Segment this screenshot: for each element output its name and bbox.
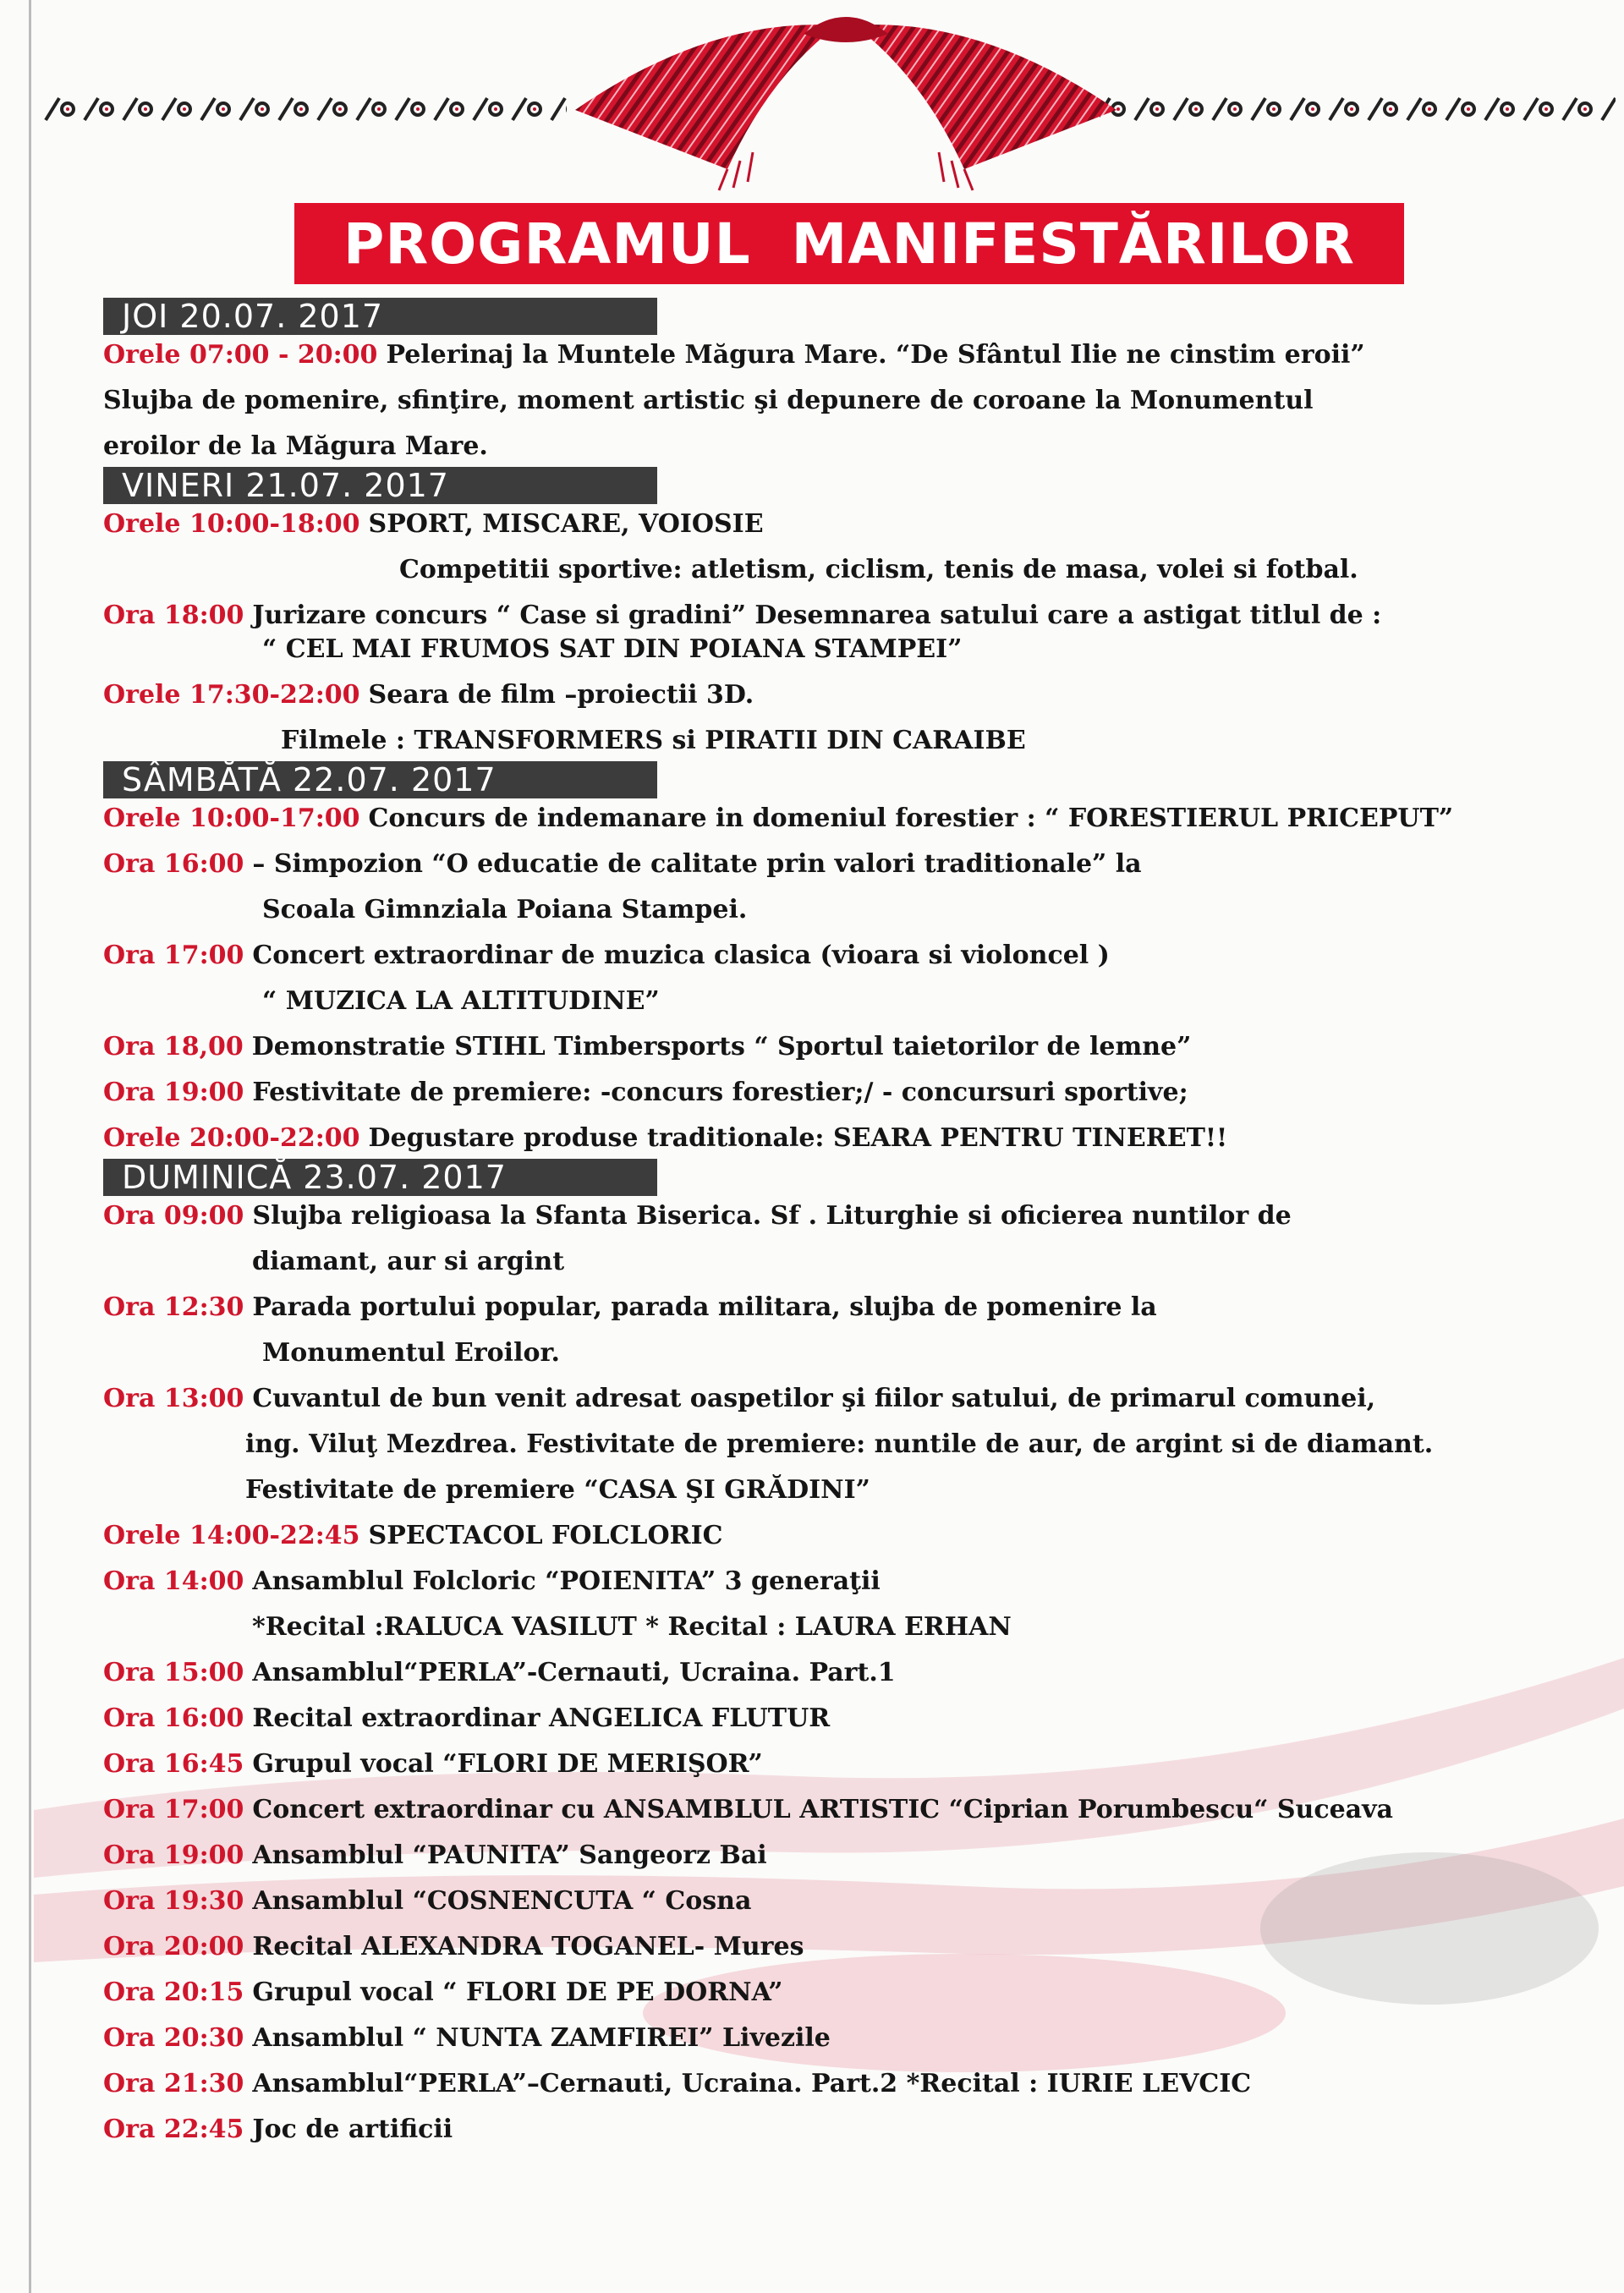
event-text: – Simpozion “O educatie de calitate prin valori traditionale” la <box>252 849 1142 879</box>
program-line <box>103 1030 1609 1064</box>
program-line <box>103 2067 1609 2101</box>
time-label: Ora 15:00 <box>103 1658 244 1687</box>
event-text: Joc de artificii <box>252 2115 453 2144</box>
time-label: Orele 10:00-17:00 <box>103 804 360 833</box>
event-text: Scoala Gimnziala Poiana Stampei. <box>262 895 748 924</box>
event-text: Slujba de pomenire, sfinţire, moment artistic şi depunere de coroane la Monumentul <box>103 386 1314 415</box>
time-label: Ora 16:00 <box>103 1703 244 1733</box>
program-line <box>103 678 1609 712</box>
event-text: Recital ALEXANDRA TOGANEL- Mures <box>252 1932 804 1961</box>
event-text: Grupul vocal “FLORI DE MERIŞOR” <box>252 1749 763 1779</box>
program-line <box>103 1839 1609 1873</box>
event-text: Degustare produse traditionale: SEARA PENTRU TINERET!! <box>368 1123 1228 1153</box>
time-label: Ora 21:30 <box>103 2069 244 2098</box>
embroidered-towel-icon <box>558 0 1133 195</box>
event-text: “ CEL MAI FRUMOS SAT DIN POIANA STAMPEI” <box>262 634 963 664</box>
program-line <box>103 1076 1609 1110</box>
time-label: Ora 22:45 <box>103 2115 244 2144</box>
event-text: Jurizare concurs “ Case si gradini” Desemnarea satului care a astigat titlul de : <box>252 601 1382 630</box>
program-line <box>103 1656 1609 1690</box>
program-line <box>103 1519 1609 1553</box>
event-text: Concert extraordinar de muzica clasica (vioara si violoncel ) <box>252 941 1110 970</box>
time-label: Ora 19:00 <box>103 1078 244 1107</box>
event-text: Festivitate de premiere: -concurs forestier;/ - concursuri sportive; <box>252 1078 1188 1107</box>
event-text: Demonstratie STIHL Timbersports “ Sportul taietorilor de lemne” <box>251 1032 1192 1061</box>
program-line <box>103 2113 1609 2147</box>
program-line <box>103 1565 1609 1599</box>
time-label: Ora 16:00 <box>103 849 244 879</box>
day-header-vineri: VINERI 21.07. 2017 <box>103 467 657 504</box>
program-line <box>103 1884 1609 1918</box>
event-text: Slujba religioasa la Sfanta Biserica. Sf . Liturghie si oficierea nuntilor de <box>252 1201 1292 1231</box>
time-label: Orele 10:00-18:00 <box>103 509 360 539</box>
time-label: Ora 09:00 <box>103 1201 244 1231</box>
day-header-duminica: DUMINICĂ 23.07. 2017 <box>103 1159 657 1196</box>
event-text: Recital extraordinar ANGELICA FLUTUR <box>252 1703 831 1733</box>
program-line <box>103 802 1609 836</box>
time-label: Orele 17:30-22:00 <box>103 680 360 710</box>
program-line <box>103 1747 1609 1781</box>
time-label: Orele 20:00-22:00 <box>103 1123 360 1153</box>
event-text: *Recital :RALUCA VASILUT * Recital : LAURA ERHAN <box>252 1612 1012 1642</box>
event-text: Concurs de indemanare in domeniul forestier : “ FORESTIERUL PRICEPUT” <box>368 804 1454 833</box>
event-text: Monumentul Eroilor. <box>262 1338 560 1368</box>
event-text: SPECTACOL FOLCLORIC <box>368 1521 723 1550</box>
program-line <box>103 1702 1609 1736</box>
time-label: Ora 12:30 <box>103 1292 244 1322</box>
event-text: Seara de film –proiectii 3D. <box>368 680 754 710</box>
time-label: Ora 18:00 <box>103 601 244 630</box>
program-line <box>103 939 1609 973</box>
program-line <box>103 985 1609 1018</box>
event-text: Filmele : TRANSFORMERS si PIRATII DIN CARAIBE <box>281 726 1026 755</box>
time-label: Ora 16:45 <box>103 1749 244 1779</box>
page-margin-line <box>29 0 31 2293</box>
day-header-joi: JOI 20.07. 2017 <box>103 298 657 335</box>
event-text: ing. Viluţ Mezdrea. Festivitate de premiere: nuntile de aur, de argint si de diamant. <box>245 1429 1434 1459</box>
event-text: Concert extraordinar cu ANSAMBLUL ARTISTIC “Ciprian Porumbescu“ Suceava <box>252 1795 1393 1824</box>
event-text: Ansamblul“PERLA”–Cernauti, Ucraina. Part.2 *Recital : IURIE LEVCIC <box>252 2069 1252 2098</box>
program-line <box>103 1382 1609 1416</box>
event-text: Pelerinaj la Muntele Măgura Mare. “De Sfântul Ilie ne cinstim eroii” <box>386 340 1365 370</box>
program-line <box>103 633 1609 667</box>
program-line <box>103 1793 1609 1827</box>
program-line <box>103 599 1609 633</box>
time-label: Ora 19:30 <box>103 1886 244 1916</box>
program-line <box>103 1245 1609 1279</box>
program-line <box>103 1428 1609 1462</box>
event-text: eroilor de la Măgura Mare. <box>103 431 488 461</box>
time-label: Orele 14:00-22:45 <box>103 1521 360 1550</box>
program-line <box>103 507 1609 541</box>
program-line <box>103 1930 1609 1964</box>
time-label: Ora 20:00 <box>103 1932 244 1961</box>
event-text: Competitii sportive: atletism, ciclism, tenis de masa, volei si fotbal. <box>399 555 1358 584</box>
event-text: SPORT, MISCARE, VOIOSIE <box>368 509 764 539</box>
event-text: Cuvantul de bun venit adresat oaspetilor şi fiilor satului, de primarul comunei, <box>252 1384 1376 1413</box>
time-label: Ora 20:15 <box>103 1978 244 2007</box>
program-line <box>103 553 1609 587</box>
program-line <box>103 338 1609 372</box>
page-title: PROGRAMUL MANIFESTĂRILOR <box>343 211 1356 277</box>
program-line <box>103 1199 1609 1233</box>
event-text: Ansamblul “PAUNITA” Sangeorz Bai <box>252 1840 767 1870</box>
program-line <box>103 430 1609 464</box>
time-label: Ora 17:00 <box>103 941 244 970</box>
title-banner <box>294 203 1404 284</box>
event-text: Festivitate de premiere “CASA ŞI GRĂDINI” <box>245 1475 870 1505</box>
program-line <box>103 893 1609 927</box>
event-text: Ansamblul “COSNENCUTA “ Cosna <box>252 1886 752 1916</box>
program-line <box>103 1291 1609 1325</box>
program-line <box>103 2021 1609 2055</box>
program-line <box>103 384 1609 418</box>
program-line <box>103 1122 1609 1155</box>
program-line <box>103 848 1609 881</box>
time-label: Ora 18,00 <box>103 1032 244 1061</box>
program-content <box>103 294 1609 2147</box>
event-text: Ansamblul “ NUNTA ZAMFIREI” Livezile <box>252 2023 831 2053</box>
time-label: Orele 07:00 - 20:00 <box>103 340 378 370</box>
event-text: Ansamblul“PERLA”-Cernauti, Ucraina. Part.1 <box>252 1658 896 1687</box>
event-text: “ MUZICA LA ALTITUDINE” <box>262 986 660 1016</box>
program-line <box>103 1473 1609 1507</box>
program-line <box>103 724 1609 758</box>
day-header-sambata: SÂMBĂTĂ 22.07. 2017 <box>103 761 657 798</box>
time-label: Ora 13:00 <box>103 1384 244 1413</box>
program-line <box>103 1610 1609 1644</box>
program-line <box>103 1336 1609 1370</box>
time-label: Ora 20:30 <box>103 2023 244 2053</box>
event-text: diamant, aur si argint <box>252 1247 565 1276</box>
event-text: Parada portului popular, parada militara, slujba de pomenire la <box>252 1292 1157 1322</box>
event-text: Grupul vocal “ FLORI DE PE DORNA” <box>252 1978 783 2007</box>
time-label: Ora 19:00 <box>103 1840 244 1870</box>
program-line <box>103 1976 1609 2010</box>
event-text: Ansamblul Folcloric “POIENITA” 3 generaţii <box>252 1566 881 1596</box>
time-label: Ora 14:00 <box>103 1566 244 1596</box>
time-label: Ora 17:00 <box>103 1795 244 1824</box>
